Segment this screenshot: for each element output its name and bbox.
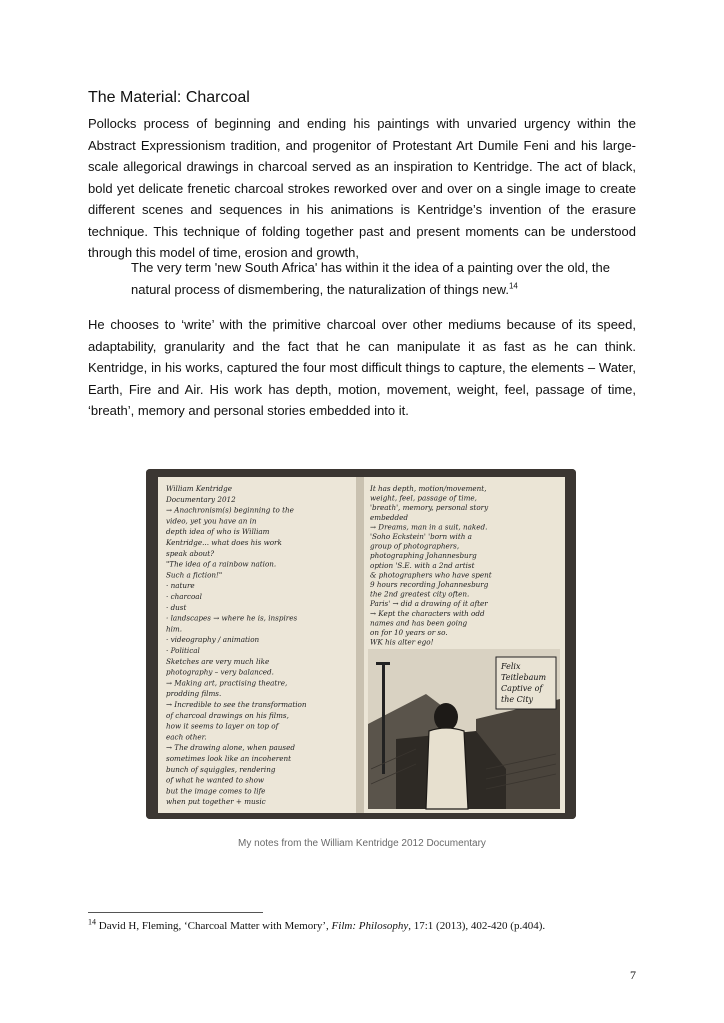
left-page-line: → The drawing alone, when paused [166,743,295,753]
footnote-journal: Film: Philosophy [331,920,409,932]
left-page-line: bunch of squiggles, rendering [166,764,276,774]
left-page-line: him. [166,624,183,634]
quote-text: The very term 'new South Africa' has within it the idea of a painting over the old, the natural process of dismembering, the naturalization of things new. [131,260,611,297]
footnote-text-before: David H, Fleming, ‘Charcoal Matter with Memory’, [98,920,329,932]
sign-line: the City [501,695,534,704]
left-page-line: of what he wanted to show [166,775,265,785]
right-page-line: names and has been going [370,618,468,628]
left-page-line: prodding films. [166,689,222,699]
left-page-line: Documentary 2012 [166,494,236,504]
left-page-line: when put together + music [166,797,266,807]
charcoal-sketch [368,649,560,809]
right-page-line: on for 10 years or so. [370,628,448,637]
left-page-line: Sketches are very much like [166,656,270,666]
right-page-line: option 'S.E. with a 2nd artist [370,560,475,570]
footnote [88,917,546,932]
left-page-line: each other. [166,732,207,742]
sign-line: Captive of [501,684,543,693]
left-page-line: → Incredible to see the transformation [166,700,307,709]
left-page-line: speak about? [166,548,215,558]
page-number: 7 [630,968,636,982]
right-page-line: 'breath', memory, personal story [370,503,489,513]
left-page-line: · Political [166,646,200,655]
footnote-text-after: , 17:1 (2013), 402-420 (p.404). [408,920,546,932]
left-page-line: of charcoal drawings on his films, [166,710,289,720]
left-page-line: sometimes look like an incoherent [166,754,291,763]
right-page-line: group of photographers, [370,541,460,551]
paragraph-2: He chooses to ‘write’ with the primitive charcoal over other mediums because of its speed, adaptability, granularity and the fact that he can manipulate it as fast as he can think. Kentridge, in his works, captured the four most difficult things to capture, the elements – Water, Earth, Fire and Air. His work has depth, motion, movement, weight, feel, passage of time, ‘breath’, memory and personal stories embedded into it. [88,317,636,418]
left-page-line: · nature [166,581,195,591]
left-page-line: → Anachronism(s) beginning to the [166,505,294,515]
section-heading: The Material: Charcoal [88,89,250,106]
right-page-line: embedded [370,512,408,522]
right-page-line: → Kept the characters with odd [370,608,485,618]
left-page-line: → Making art, practising theatre, [166,678,288,688]
notebook-illustration [146,469,576,819]
right-page-line: It has depth, motion/movement, [370,484,487,493]
right-page-line: weight, feel, passage of time, [370,493,477,503]
figure-caption: My notes from the William Kentridge 2012 Documentary [238,838,486,849]
left-page-line: "The idea of a rainbow nation. [166,559,277,569]
right-page-line: → Dreams, man in a suit, naked. [370,522,488,532]
right-page-line: the 2nd greatest city often. [370,589,470,599]
left-page-line: William Kentridge [166,484,232,493]
left-page-line: how it seems to layer on top of [166,721,279,731]
left-page-line: Such a fiction!" [166,570,223,580]
right-page-line: 'Soho Eckstein' 'born with a [370,532,472,541]
sign-line: Teitlebaum [501,673,547,682]
left-page-line: · charcoal [166,592,202,601]
paragraph-1: Pollocks process of beginning and ending his paintings with unvaried urgency within the Abstract Expressionism tradition, and progenitor of Protestant Art Dumile Feni and his large-scale allegorical drawings in charcoal served as an inspiration to Kentridge. The act of black, bold yet delicate frenetic charcoal strokes reworked over and over on a single image to create different scenes and sequences in his animations is Kentridge’s invention of the erasure technique. This technique of folding together past and present moments can be understood through this model of time, erosion and growth, [88,116,636,260]
footnote-divider [88,912,263,913]
left-page-line: · landscapes → where he is, inspires [166,613,298,623]
left-page-line: photography – very balanced. [166,667,274,677]
right-page-line: Paris' → did a drawing of it after [370,599,488,609]
footnote-number: 14 [88,917,96,927]
right-page-line: & photographers who have spent [370,570,492,580]
sign-line: Felix [501,662,521,671]
left-page-line: Kentridge... what does his work [166,538,282,547]
right-page-line: 9 hours recording Johannesburg [370,580,489,589]
block-quote [131,257,636,300]
footnote-ref: 14 [508,281,518,291]
left-page-line: video, yet you have an in [166,516,257,526]
left-page-line: but the image comes to life [166,786,266,796]
right-page-line: photographing Johannesburg [370,551,477,561]
left-page-line: · videography / animation [166,635,260,645]
right-page-line: WK his alter ego! [370,637,434,647]
left-page-line: · dust [166,602,187,612]
notebook-photo [146,469,576,819]
left-page-line: depth idea of who is William [166,527,270,537]
